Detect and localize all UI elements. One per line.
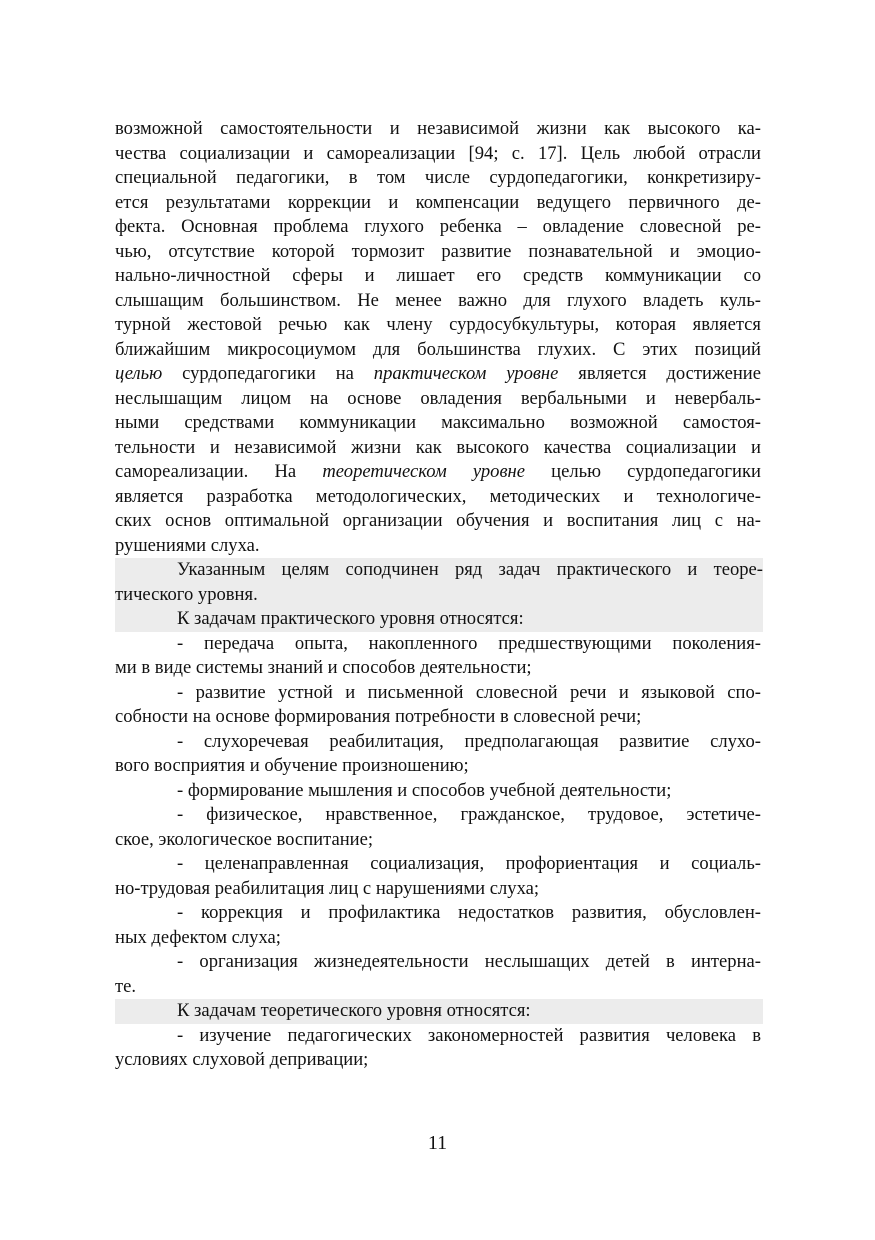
italic-text: теоретическом уровне — [322, 461, 525, 482]
italic-text: практическом уровне — [373, 363, 559, 384]
text-line — [115, 803, 761, 828]
text-line — [115, 656, 761, 681]
text-line — [115, 999, 763, 1024]
text-segment: ми в виде системы знаний и способов деятельности; — [115, 657, 532, 678]
paragraph — [115, 779, 761, 804]
text-segment: самореализации. На — [115, 461, 323, 482]
text-line — [115, 754, 761, 779]
text-segment: - изучение педагогических закономерностей развития человека в — [177, 1024, 761, 1046]
text-line — [115, 485, 761, 510]
text-line — [115, 509, 761, 534]
text-line — [115, 166, 761, 191]
text-segment: К задачам практического уровня относятся: — [177, 608, 524, 629]
text-segment: К задачам теоретического уровня относятся: — [177, 1000, 531, 1021]
text-segment: - передача опыта, накопленного предшествующими поколения- — [177, 632, 761, 654]
text-line — [115, 950, 761, 975]
text-segment: - организация жизнедеятельности неслышащих детей в интерна- — [177, 951, 761, 972]
text-segment: ближайшим микросоциумом для большинства глухих. С этих позиций — [115, 338, 761, 360]
text-segment: тического уровня. — [115, 583, 258, 605]
italic-text: целью — [115, 363, 163, 384]
text-line — [115, 852, 761, 877]
text-segment: тельности и независимой жизни как высокого качества социализации и — [115, 436, 761, 458]
text-segment: - целенаправленная социализация, профориентация и социаль- — [177, 853, 761, 874]
text-line — [115, 877, 761, 902]
text-line — [115, 583, 763, 608]
paragraph — [115, 901, 761, 950]
paragraph — [115, 632, 761, 681]
text-segment: Указанным целям соподчинен ряд задач практического и теоре- — [177, 559, 763, 580]
text-segment: чью, отсутствие которой тормозит развитие познавательной и эмоцио- — [115, 240, 761, 262]
text-segment: ское, экологическое воспитание; — [115, 828, 374, 850]
paragraph — [115, 803, 761, 852]
text-line — [115, 289, 761, 314]
text-segment: собности на основе формирования потребности в словесной речи; — [115, 706, 642, 727]
text-line — [115, 1024, 761, 1049]
text-segment: ется результатами коррекции и компенсации ведущего первичного де- — [115, 191, 761, 213]
text-segment: фекта. Основная проблема глухого ребенка – овладение словесной ре- — [115, 216, 761, 237]
text-segment: сурдопедагогики на — [162, 363, 374, 384]
text-line — [115, 607, 763, 632]
text-line — [115, 632, 761, 657]
text-line — [115, 387, 761, 412]
text-line — [115, 264, 761, 289]
paragraph — [115, 950, 761, 999]
text-line — [115, 191, 761, 216]
text-segment: слышащим большинством. Не менее важно для глухого владеть куль- — [115, 289, 761, 311]
paragraph — [115, 1024, 761, 1073]
text-line — [115, 362, 761, 387]
text-line — [115, 975, 761, 1000]
text-segment: рушениями слуха. — [115, 534, 260, 556]
text-segment: неслышащим лицом на основе овладения вербальными и невербаль- — [115, 387, 761, 409]
body-text — [115, 117, 761, 1073]
text-segment: чества социализации и самореализации [94; с. 17]. Цель любой отрасли — [115, 142, 761, 164]
text-line — [115, 313, 761, 338]
highlighted-paragraph — [115, 607, 763, 632]
text-line — [115, 338, 761, 363]
text-segment: турной жестовой речью как члену сурдосубкультуры, которая является — [115, 314, 761, 335]
text-line — [115, 901, 761, 926]
text-line — [115, 460, 761, 485]
highlighted-paragraph — [115, 999, 763, 1024]
text-line — [115, 705, 761, 730]
text-segment: - формирование мышления и способов учебной деятельности; — [177, 779, 672, 801]
text-segment: вого восприятия и обучение произношению; — [115, 755, 469, 776]
paragraph — [115, 730, 761, 779]
text-segment: целью сурдопедагогики — [525, 461, 761, 482]
paragraph — [115, 681, 761, 730]
highlighted-paragraph — [115, 558, 763, 607]
text-line — [115, 558, 763, 583]
text-segment: - коррекция и профилактика недостатков развития, обусловлен- — [177, 902, 761, 923]
text-segment: - слухоречевая реабилитация, предполагающая развитие слухо- — [177, 730, 761, 752]
text-segment: ными средствами коммуникации максимально возможной самостоя- — [115, 412, 761, 433]
text-segment: является разработка методологических, методических и технологиче- — [115, 485, 761, 507]
text-line — [115, 1048, 761, 1073]
text-segment: специальной педагогики, в том числе сурдопедагогики, конкретизиру- — [115, 167, 761, 188]
text-segment: возможной самостоятельности и независимой жизни как высокого ка- — [115, 118, 761, 139]
text-line — [115, 240, 761, 265]
page-number: 11 — [427, 1132, 448, 1154]
text-line — [115, 411, 761, 436]
text-segment: ских основ оптимальной организации обучения и воспитания лиц с на- — [115, 510, 761, 531]
text-line — [115, 117, 761, 142]
text-line — [115, 436, 761, 461]
text-line — [115, 926, 761, 951]
text-segment: но-трудовая реабилитация лиц с нарушениями слуха; — [115, 877, 540, 899]
text-segment: условиях слуховой депривации; — [115, 1049, 369, 1070]
text-line — [115, 779, 761, 804]
text-line — [115, 534, 761, 559]
text-segment: является достижение — [558, 363, 761, 384]
text-segment: нально-личностной сферы и лишает его средств коммуникации со — [115, 265, 761, 286]
text-line — [115, 681, 761, 706]
paragraph — [115, 117, 761, 558]
text-line — [115, 730, 761, 755]
text-segment: те. — [115, 975, 137, 997]
text-segment: ных дефектом слуха; — [115, 926, 281, 948]
paragraph — [115, 852, 761, 901]
text-segment: - развитие устной и письменной словесной речи и языковой спо- — [177, 681, 761, 703]
text-segment: - физическое, нравственное, гражданское, трудовое, эстетиче- — [177, 804, 761, 825]
text-line — [115, 828, 761, 853]
text-line — [115, 215, 761, 240]
text-line — [115, 142, 761, 167]
